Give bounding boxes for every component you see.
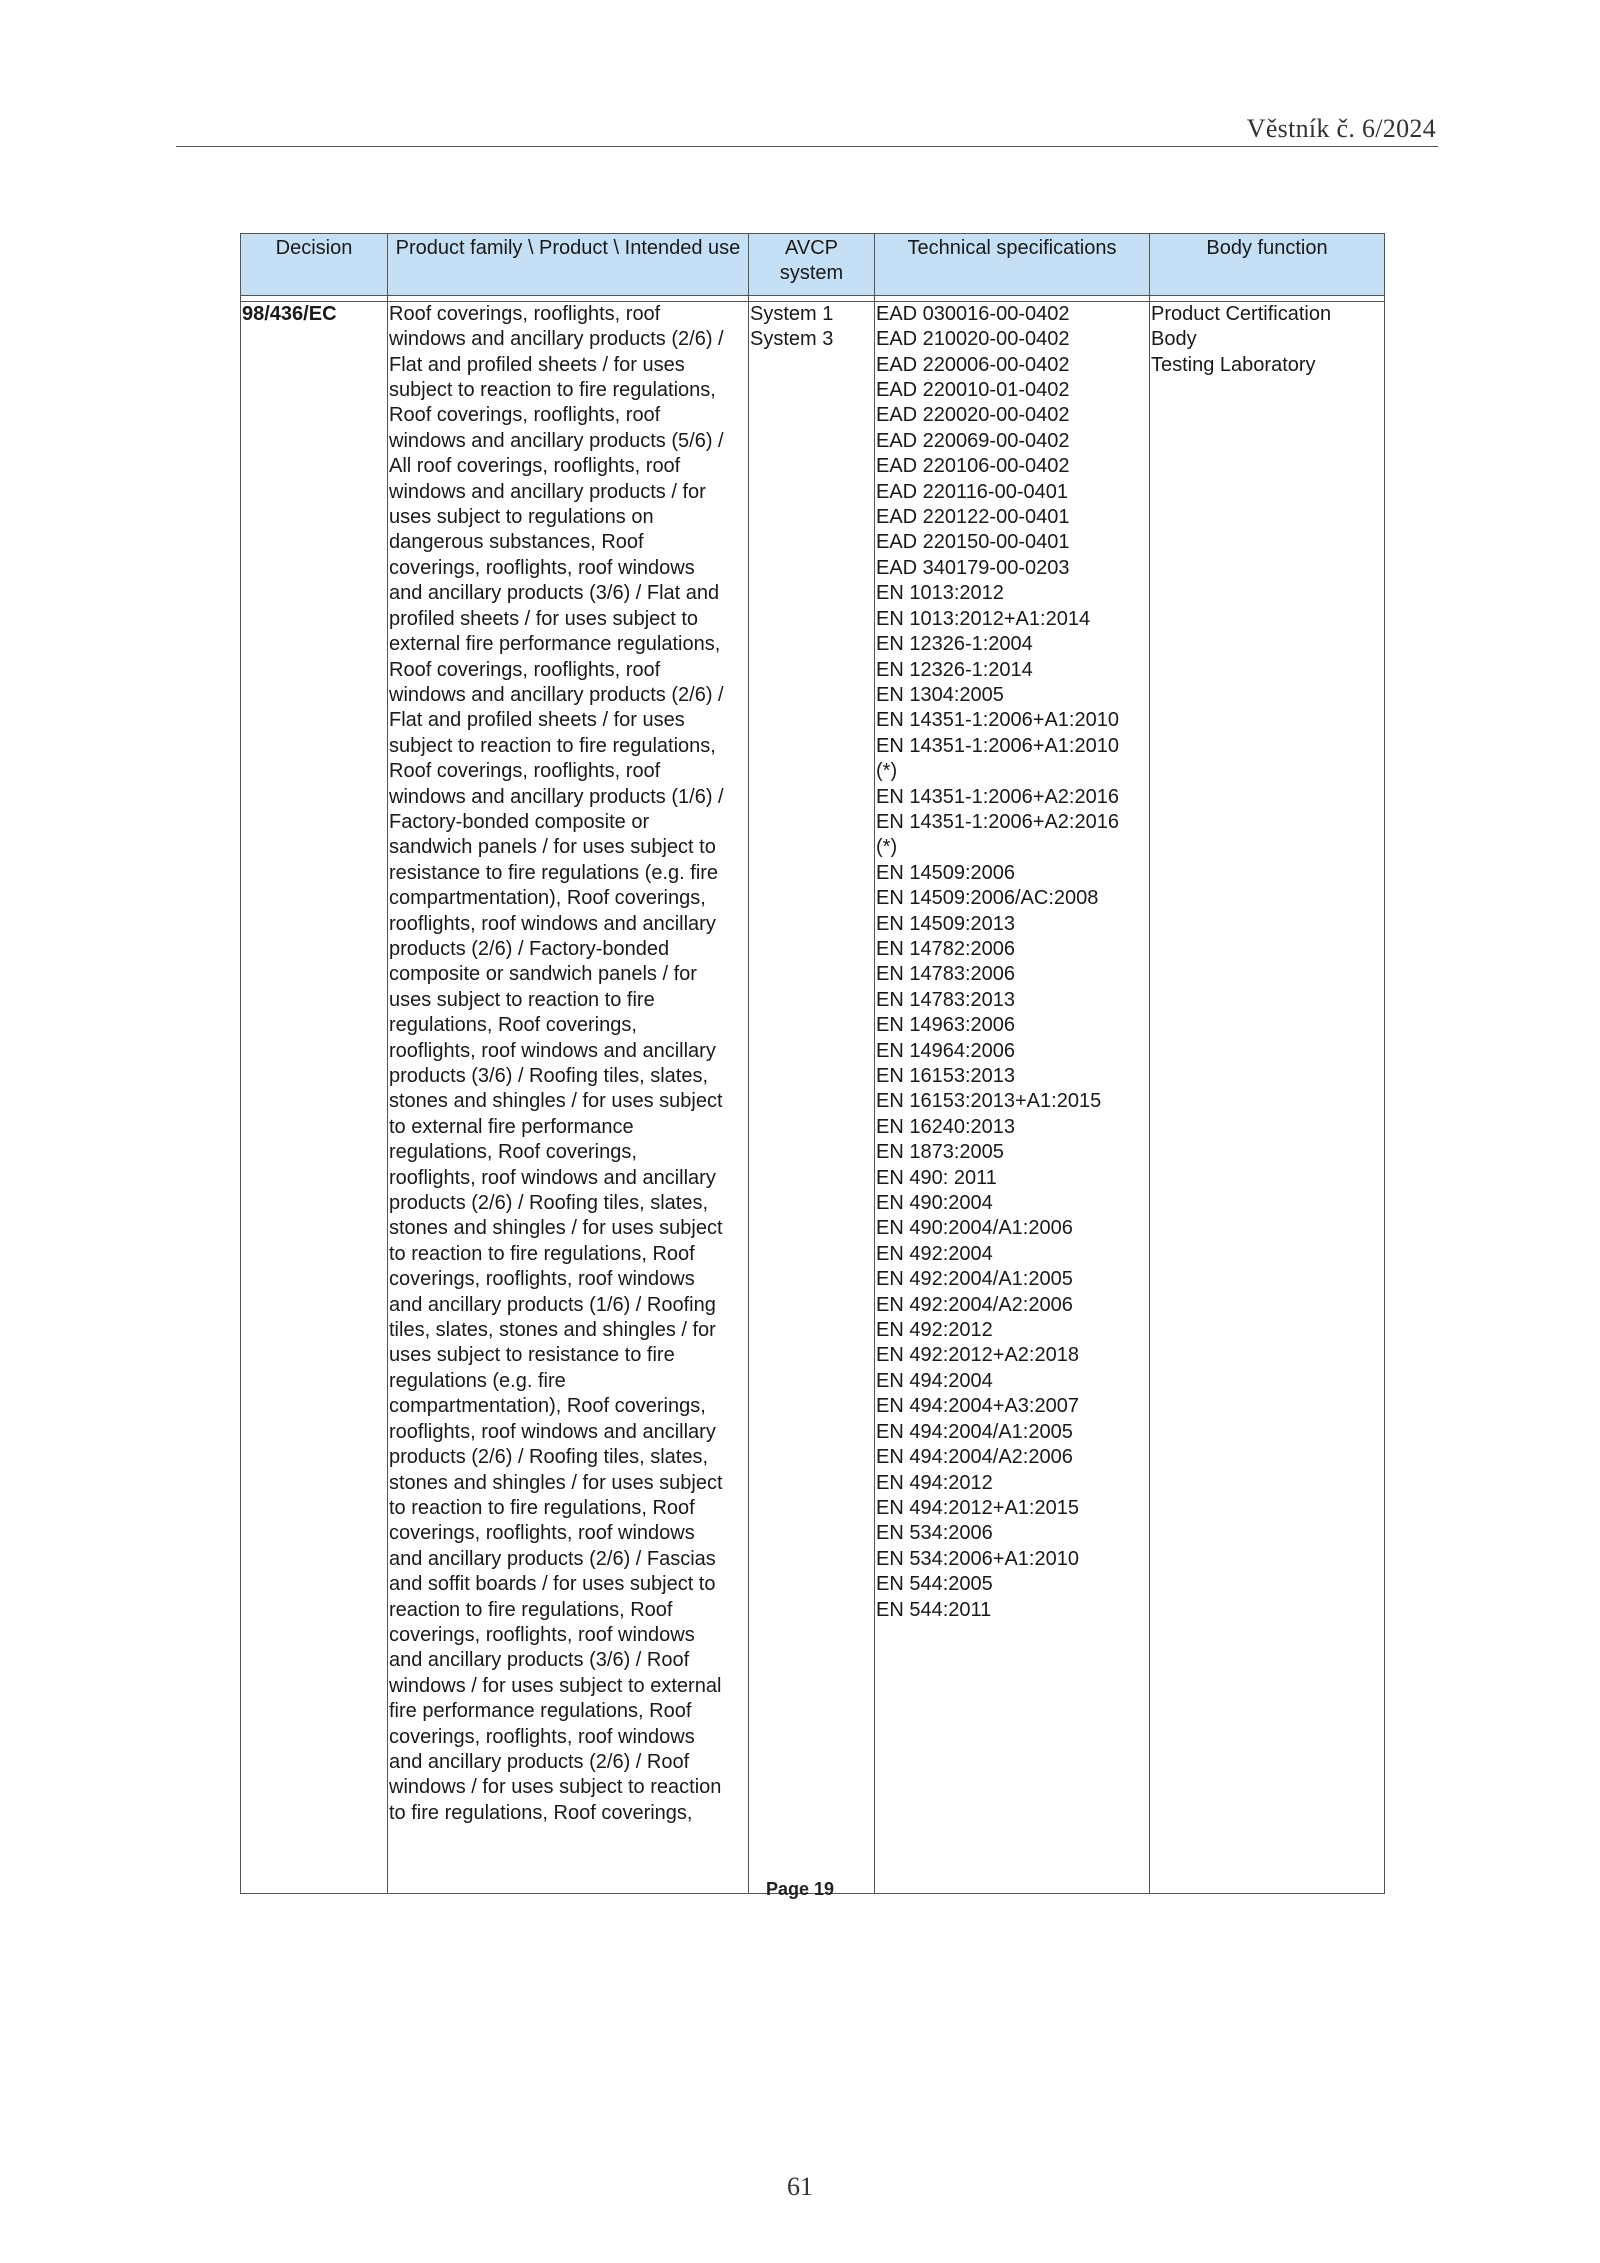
cell-line: EN 544:2011 [876, 1598, 992, 1621]
cell-line: EN 14509:2006/AC:2008 [876, 887, 1099, 910]
cell-line: EN 16240:2013 [876, 1115, 1016, 1138]
cell-line: windows / for uses subject to external [389, 1674, 722, 1697]
cell-line: EN 14782:2006 [876, 937, 1016, 960]
cell-line: and ancillary products (3/6) / Flat and [389, 582, 720, 605]
cell-line: coverings, rooflights, roof windows [389, 1268, 695, 1291]
cell-line: rooflights, roof windows and ancillary [389, 1420, 716, 1443]
cell-line: System 3 [750, 328, 834, 351]
cell-line: to reaction to fire regulations, Roof [389, 1242, 695, 1265]
page-number: 61 [787, 2172, 813, 2201]
cell-line: Factory-bonded composite or [389, 810, 650, 833]
cell-line: EN 14783:2013 [876, 988, 1016, 1011]
cell-line: stones and shingles / for uses subject [389, 1090, 723, 1113]
cell-line: Product Certification [1151, 302, 1332, 325]
cell-line: rooflights, roof windows and ancillary [389, 1039, 716, 1062]
cell-line: EN 14963:2006 [876, 1014, 1016, 1037]
cell-line: uses subject to reaction to fire [389, 988, 655, 1011]
cell-line: EN 1013:2012+A1:2014 [876, 607, 1091, 630]
cell-line: windows and ancillary products (1/6) / [389, 785, 724, 808]
cell-line: EN 492:2004/A2:2006 [876, 1293, 1073, 1316]
cell-line: EN 12326-1:2004 [876, 633, 1033, 656]
cell-line: EN 494:2004+A3:2007 [876, 1395, 1079, 1418]
cell-line: EN 544:2005 [876, 1573, 993, 1596]
cell-line: System 1 [750, 302, 834, 325]
cell-line: uses subject to resistance to fire [389, 1344, 675, 1367]
cell-line: resistance to fire regulations (e.g. fire [389, 861, 719, 884]
table-header-row [241, 234, 1385, 296]
cell-line: EN 492:2012+A2:2018 [876, 1344, 1079, 1367]
cell-line: Roof coverings, rooflights, roof [389, 404, 661, 427]
cell-decision: 98/436/EC [241, 301, 388, 1893]
cell-line: and soffit boards / for uses subject to [389, 1573, 716, 1596]
cell-line: (*) [876, 760, 898, 783]
cell-line: EAD 340179-00-0203 [876, 556, 1070, 579]
cell-product [388, 301, 749, 1893]
cell-line: EN 492:2004 [876, 1242, 993, 1265]
cell-line: and ancillary products (1/6) / Roofing [389, 1293, 716, 1316]
cell-line: windows and ancillary products / for [389, 480, 706, 503]
header-rule [176, 146, 1438, 147]
cell-line: rooflights, roof windows and ancillary [389, 1166, 716, 1189]
cell-line: EAD 220116-00-0401 [876, 480, 1068, 503]
cell-line: coverings, rooflights, roof windows [389, 1725, 695, 1748]
cell-line: EN 14351-1:2006+A2:2016 [876, 785, 1119, 808]
specifications-table [240, 233, 1385, 1894]
cell-line: composite or sandwich panels / for [389, 963, 697, 986]
cell-line: rooflights, roof windows and ancillary [389, 912, 716, 935]
cell-line: EAD 220069-00-0402 [876, 429, 1070, 452]
header-product: Product family \ Product \ Intended use [388, 234, 749, 296]
cell-line: Flat and profiled sheets / for uses [389, 353, 685, 376]
cell-line: regulations, Roof coverings, [389, 1014, 637, 1037]
cell-line: EN 534:2006 [876, 1522, 993, 1545]
cell-line: products (2/6) / Roofing tiles, slates, [389, 1446, 709, 1469]
cell-line: products (2/6) / Factory-bonded [389, 937, 670, 960]
cell-line: EAD 220106-00-0402 [876, 455, 1070, 478]
cell-line: regulations, Roof coverings, [389, 1141, 637, 1164]
cell-line: to reaction to fire regulations, Roof [389, 1496, 695, 1519]
cell-line: EN 494:2004/A1:2005 [876, 1420, 1073, 1443]
cell-line: EAD 030016-00-0402 [876, 302, 1070, 325]
journal-header: Věstník č. 6/2024 [1246, 114, 1436, 143]
cell-line: fire performance regulations, Roof [389, 1700, 692, 1723]
cell-line: EN 494:2012+A1:2015 [876, 1496, 1079, 1519]
cell-line: and ancillary products (2/6) / Fascias [389, 1547, 716, 1570]
cell-line: profiled sheets / for uses subject to [389, 607, 699, 630]
cell-line: uses subject to regulations on [389, 506, 654, 529]
cell-line: reaction to fire regulations, Roof [389, 1598, 673, 1621]
cell-line: Flat and profiled sheets / for uses [389, 709, 685, 732]
cell-line: EAD 220122-00-0401 [876, 506, 1070, 529]
cell-line: subject to reaction to fire regulations, [389, 379, 716, 402]
cell-line: EN 14783:2006 [876, 963, 1016, 986]
cell-line: EN 494:2012 [876, 1471, 993, 1494]
cell-line: EAD 220006-00-0402 [876, 353, 1070, 376]
cell-line: EN 494:2004 [876, 1369, 993, 1392]
cell-line: subject to reaction to fire regulations, [389, 734, 716, 757]
cell-line: Roof coverings, rooflights, roof [389, 302, 661, 325]
cell-line: compartmentation), Roof coverings, [389, 887, 706, 910]
cell-line: All roof coverings, rooflights, roof [389, 455, 681, 478]
cell-line: compartmentation), Roof coverings, [389, 1395, 706, 1418]
cell-line: Roof coverings, rooflights, roof [389, 760, 661, 783]
cell-line: EN 16153:2013+A1:2015 [876, 1090, 1102, 1113]
cell-line: EN 14351-1:2006+A2:2016 [876, 810, 1119, 833]
cell-line: EN 492:2012 [876, 1319, 993, 1342]
cell-line: EAD 220010-01-0402 [876, 379, 1070, 402]
cell-line: (*) [876, 836, 898, 859]
cell-line: and ancillary products (2/6) / Roof [389, 1750, 690, 1773]
cell-line: windows / for uses subject to reaction [389, 1776, 722, 1799]
cell-line: Testing Laboratory [1151, 353, 1316, 376]
cell-line: coverings, rooflights, roof windows [389, 1623, 695, 1646]
page-label: Page 19 [765, 1879, 835, 1899]
cell-line: windows and ancillary products (2/6) / [389, 328, 724, 351]
cell-line: sandwich panels / for uses subject to [389, 836, 716, 859]
cell-line: EN 490:2004/A1:2006 [876, 1217, 1073, 1240]
cell-line: Roof coverings, rooflights, roof [389, 658, 661, 681]
header-avcp: AVCP system [749, 234, 875, 296]
cell-line: EN 14509:2006 [876, 861, 1016, 884]
cell-line: regulations (e.g. fire [389, 1369, 566, 1392]
cell-line: products (2/6) / Roofing tiles, slates, [389, 1192, 709, 1215]
cell-line: stones and shingles / for uses subject [389, 1217, 723, 1240]
cell-line: coverings, rooflights, roof windows [389, 1522, 695, 1545]
header-body: Body function [1150, 234, 1385, 296]
header-decision: Decision [241, 234, 388, 296]
cell-line: EAD 220150-00-0401 [876, 531, 1070, 554]
table-row [241, 301, 1385, 1893]
cell-line: to external fire performance [389, 1115, 634, 1138]
cell-line: stones and shingles / for uses subject [389, 1471, 723, 1494]
cell-line: EN 16153:2013 [876, 1065, 1016, 1087]
cell-line: EN 14351-1:2006+A1:2010 [876, 734, 1119, 757]
cell-line: EN 1013:2012 [876, 582, 1004, 605]
cell-line: and ancillary products (3/6) / Roof [389, 1649, 690, 1672]
cell-line: EN 490:2004 [876, 1192, 993, 1215]
header-tech: Technical specifications [875, 234, 1150, 296]
cell-line: EN 492:2004/A1:2005 [876, 1268, 1073, 1291]
cell-line: EAD 210020-00-0402 [876, 328, 1070, 351]
cell-line: products (3/6) / Roofing tiles, slates, [389, 1065, 709, 1087]
cell-line: EN 534:2006+A1:2010 [876, 1547, 1079, 1570]
cell-line: coverings, rooflights, roof windows [389, 556, 695, 579]
cell-avcp [749, 301, 875, 1893]
cell-body [1150, 301, 1385, 1893]
cell-line: Body [1151, 328, 1197, 351]
cell-line: EN 1304:2005 [876, 683, 1004, 706]
cell-line: EN 14509:2013 [876, 912, 1016, 935]
cell-line: tiles, slates, stones and shingles / for [389, 1319, 716, 1342]
cell-line: to fire regulations, Roof coverings, [389, 1801, 693, 1824]
cell-line: EN 14964:2006 [876, 1039, 1016, 1062]
cell-line: EN 14351-1:2006+A1:2010 [876, 709, 1119, 732]
cell-line: windows and ancillary products (2/6) / [389, 683, 724, 706]
cell-line: external fire performance regulations, [389, 633, 721, 656]
cell-line: dangerous substances, Roof [389, 531, 644, 554]
cell-line: EAD 220020-00-0402 [876, 404, 1070, 427]
cell-tech [875, 301, 1150, 1893]
cell-line: EN 12326-1:2014 [876, 658, 1033, 681]
cell-line: windows and ancillary products (5/6) / [389, 429, 724, 452]
cell-line: EN 1873:2005 [876, 1141, 1004, 1164]
cell-line: EN 494:2004/A2:2006 [876, 1446, 1073, 1469]
cell-line: EN 490: 2011 [876, 1166, 997, 1189]
